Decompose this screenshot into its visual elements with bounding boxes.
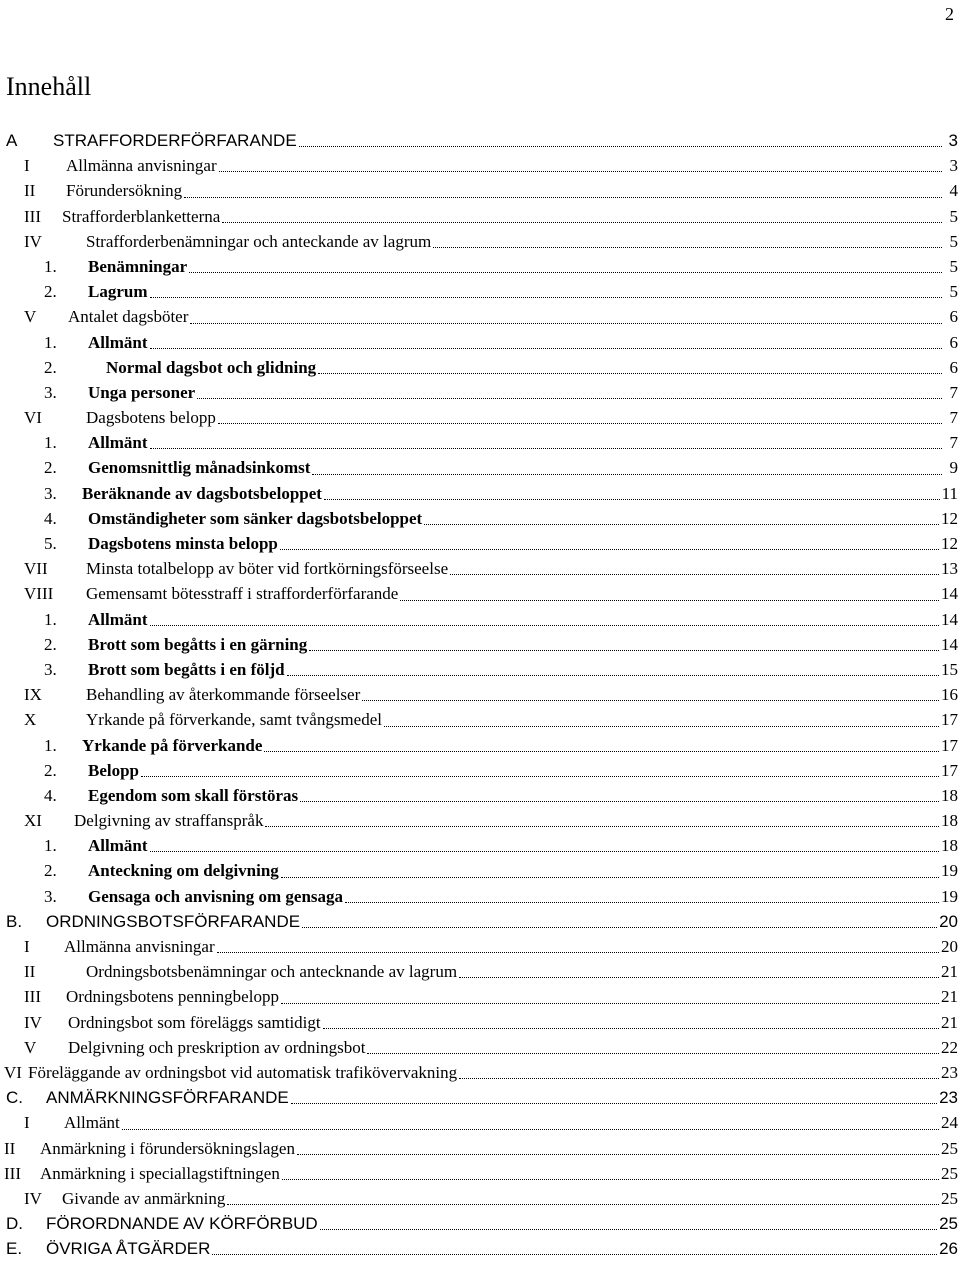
toc-entry-number: II xyxy=(4,1138,16,1158)
toc-leader-dots xyxy=(122,1129,939,1130)
toc-entry[interactable] xyxy=(0,153,958,178)
toc-entry[interactable] xyxy=(0,1010,958,1035)
toc-entry[interactable] xyxy=(0,959,958,984)
toc-leader-dots xyxy=(227,1204,939,1205)
toc-entry[interactable] xyxy=(0,178,958,203)
toc-entry-number: 4. xyxy=(44,508,57,528)
toc-entry-number: VI xyxy=(24,408,42,428)
toc-entry-page: 14 xyxy=(941,609,958,629)
toc-entry-number: 2. xyxy=(44,634,57,654)
toc-entry-label[interactable]: Antalet dagsböter xyxy=(68,307,189,327)
toc-entry[interactable] xyxy=(0,682,958,707)
toc-leader-dots xyxy=(265,826,939,827)
toc-entry[interactable] xyxy=(0,430,958,455)
toc-entry-page: 5 xyxy=(949,256,958,276)
toc-entry[interactable] xyxy=(0,833,958,858)
toc-entry-page: 18 xyxy=(941,785,958,805)
toc-entry-number: 2. xyxy=(44,458,57,478)
toc-entry-page: 20 xyxy=(941,937,958,956)
toc-leader-dots xyxy=(362,700,939,701)
toc-entry-label[interactable]: Delgivning av straffanspråk xyxy=(74,811,264,831)
toc-leader-dots xyxy=(459,977,939,978)
toc-leader-dots xyxy=(150,297,943,298)
toc-entry-number: 2. xyxy=(44,760,57,780)
toc-entry-label[interactable]: Lagrum xyxy=(88,282,148,302)
toc-entry-label[interactable]: Yrkande på förverkande, samt tvångsmedel xyxy=(86,710,382,730)
toc-entry-page: 25 xyxy=(939,1214,958,1234)
toc-leader-dots xyxy=(367,1053,939,1054)
toc-entry-label[interactable]: Allmänt xyxy=(88,836,148,856)
toc-entry-page: 24 xyxy=(941,1113,958,1133)
toc-entry-label[interactable]: Allmänt xyxy=(64,1113,120,1133)
toc-leader-dots xyxy=(324,499,940,500)
toc-leader-dots xyxy=(400,600,939,601)
toc-entry-number: VI xyxy=(4,1062,22,1082)
toc-leader-dots xyxy=(218,423,942,424)
toc-entry-number: 2. xyxy=(44,861,57,881)
toc-entry-page: 14 xyxy=(941,634,958,654)
toc-entry-number: VII xyxy=(24,559,48,579)
toc-entry[interactable] xyxy=(0,1110,958,1135)
toc-leader-dots xyxy=(222,222,942,223)
toc-entry-page: 7 xyxy=(949,408,958,428)
toc-entry-label[interactable]: Brott som begåtts i en gärning xyxy=(88,634,308,654)
toc-entry-page: 14 xyxy=(941,584,958,604)
toc-entry-label[interactable]: Anmärkning i speciallagstiftningen xyxy=(40,1163,280,1183)
toc-entry[interactable] xyxy=(0,1136,958,1161)
toc-leader-dots xyxy=(150,348,943,349)
toc-entry[interactable] xyxy=(0,884,958,909)
toc-entry-number: 3. xyxy=(44,382,57,402)
toc-entry[interactable] xyxy=(0,1060,958,1085)
toc-entry[interactable] xyxy=(0,1035,958,1060)
toc-entry-page: 17 xyxy=(941,760,958,780)
toc-entry[interactable] xyxy=(0,304,958,329)
toc-entry-label[interactable]: Behandling av återkommande förseelser xyxy=(86,685,361,705)
toc-entry-page: 21 xyxy=(941,962,958,982)
toc-entry-page: 17 xyxy=(941,710,958,730)
toc-leader-dots xyxy=(150,851,940,852)
toc-entry[interactable] xyxy=(0,506,958,531)
toc-entry-page: 7 xyxy=(949,433,958,453)
toc-entry-label[interactable]: Givande av anmärkning xyxy=(62,1188,226,1208)
toc-entry-number: 1. xyxy=(44,433,57,453)
toc-entry-number: II xyxy=(24,181,36,201)
toc-entry-page: 6 xyxy=(949,332,958,352)
toc-entry-label[interactable]: Föreläggande av ordningsbot vid automatisk trafikövervakning xyxy=(28,1062,458,1082)
toc-entry[interactable] xyxy=(0,581,958,606)
toc-entry-number: C. xyxy=(6,1088,23,1108)
toc-entry-number: X xyxy=(24,710,37,730)
toc-entry-number: E. xyxy=(6,1239,23,1259)
toc-leader-dots xyxy=(281,1003,939,1004)
toc-entry-page: 19 xyxy=(941,886,958,906)
toc-leader-dots xyxy=(300,801,939,802)
toc-entry-label[interactable]: Delgivning och preskription av ordningsbot xyxy=(68,1037,366,1057)
toc-leader-dots xyxy=(190,323,942,324)
toc-entry-page: 17 xyxy=(941,735,958,755)
toc-entry-label[interactable]: Minsta totalbelopp av böter vid fortkörningsförseelse xyxy=(86,559,449,579)
toc-entry-number: IV xyxy=(24,1188,42,1208)
toc-leader-dots xyxy=(312,474,942,475)
toc-entry[interactable] xyxy=(0,984,958,1009)
page-number: 2 xyxy=(945,4,954,24)
toc-entry-label[interactable]: Brott som begåtts i en följd xyxy=(88,659,285,679)
toc-entry-label[interactable]: Benämningar xyxy=(88,256,188,276)
toc-entry-label[interactable]: ÖVRIGA ÅTGÄRDER xyxy=(46,1239,211,1259)
toc-entry[interactable] xyxy=(0,556,958,581)
toc-leader-dots xyxy=(345,902,939,903)
toc-leader-dots xyxy=(297,1154,939,1155)
toc-entry[interactable] xyxy=(0,405,958,430)
toc-entry-number: 1. xyxy=(44,609,57,629)
toc-entry-page: 16 xyxy=(941,685,958,705)
toc-leader-dots xyxy=(320,1229,937,1230)
toc-entry[interactable] xyxy=(0,607,958,632)
toc-entry-number: 3. xyxy=(44,483,57,503)
toc-leader-dots xyxy=(189,272,942,273)
toc-entry-page: 18 xyxy=(941,836,958,856)
toc-entry[interactable] xyxy=(0,330,958,355)
toc-entry-page: 5 xyxy=(949,282,958,302)
toc-leader-dots xyxy=(299,146,942,147)
toc-entry-label[interactable]: Beräknande av dagsbotsbeloppet xyxy=(82,483,322,503)
toc-leader-dots xyxy=(184,197,942,198)
toc-entry[interactable] xyxy=(0,254,958,279)
toc-entry-page: 6 xyxy=(949,307,958,327)
toc-entry-label[interactable]: Dagsbotens belopp xyxy=(86,408,216,428)
toc-entry[interactable] xyxy=(0,455,958,480)
toc-leader-dots xyxy=(150,448,943,449)
toc-entry-page: 20 xyxy=(939,911,958,931)
toc-entry-number: 5. xyxy=(44,534,57,553)
toc-entry[interactable] xyxy=(0,1161,958,1186)
toc-entry-number: 2. xyxy=(44,357,57,377)
toc-entry-page: 25 xyxy=(941,1188,958,1208)
toc-entry-label[interactable]: Allmänt xyxy=(88,609,148,629)
toc-entry-label[interactable]: Ordningsbot som föreläggs samtidigt xyxy=(68,1012,321,1032)
toc-entry-page: 6 xyxy=(949,357,958,377)
toc-entry-page: 15 xyxy=(941,659,958,679)
toc-entry[interactable] xyxy=(0,934,958,959)
toc-entry-label[interactable]: ORDNINGSBOTSFÖRFARANDE xyxy=(46,911,301,931)
toc-entry-number: II xyxy=(24,962,36,982)
page-title: Innehåll xyxy=(6,72,92,101)
toc-entry[interactable] xyxy=(0,355,958,380)
toc-leader-dots xyxy=(219,171,942,172)
toc-entry-page: 12 xyxy=(941,534,958,553)
toc-entry-number: D. xyxy=(6,1214,23,1234)
toc-entry-number: III xyxy=(24,987,41,1007)
toc-entry-number: III xyxy=(4,1163,21,1183)
toc-leader-dots xyxy=(309,650,939,651)
toc-entry-number: 3. xyxy=(44,886,57,906)
toc-entry-label[interactable]: Dagsbotens minsta belopp xyxy=(88,534,278,553)
toc-entry-label[interactable]: Yrkande på förverkande xyxy=(82,735,263,755)
toc-entry-label[interactable]: Strafforderblanketterna xyxy=(62,206,221,226)
toc-entry[interactable] xyxy=(0,657,958,682)
toc-entry-page: 19 xyxy=(941,861,958,881)
toc-entry-number: V xyxy=(24,1037,37,1057)
toc-entry-number: A xyxy=(6,131,18,150)
toc-leader-dots xyxy=(433,247,942,248)
toc-entry[interactable] xyxy=(0,204,958,229)
toc-entry-number: 1. xyxy=(44,836,57,856)
toc-entry-label[interactable]: FÖRORDNANDE AV KÖRFÖRBUD xyxy=(46,1214,318,1234)
toc-leader-dots xyxy=(212,1254,937,1255)
toc-entry[interactable] xyxy=(0,808,958,833)
toc-entry-number: IV xyxy=(24,1012,42,1032)
toc-entry-label[interactable]: Allmänna anvisningar xyxy=(66,156,217,176)
toc-entry-number: III xyxy=(24,206,41,226)
toc-entry-page: 13 xyxy=(941,559,958,579)
toc-entry-page: 7 xyxy=(949,382,958,402)
toc-entry-page: 25 xyxy=(941,1163,958,1183)
toc-entry-label[interactable]: Unga personer xyxy=(88,382,196,402)
toc-leader-dots xyxy=(323,1028,939,1029)
toc-entry-label[interactable]: Anmärkning i förundersökningslagen xyxy=(40,1138,295,1158)
toc-leader-dots xyxy=(150,625,940,626)
toc-entry-label[interactable]: STRAFFORDERFÖRFARANDE xyxy=(53,131,297,150)
toc-entry-number: I xyxy=(24,156,30,176)
toc-entry-number: 2. xyxy=(44,282,57,302)
toc-entry-label[interactable]: Anteckning om delgivning xyxy=(88,861,279,881)
toc-leader-dots xyxy=(280,549,939,550)
toc-entry-page: 26 xyxy=(939,1239,958,1259)
toc-entry[interactable] xyxy=(0,481,958,506)
toc-leader-dots xyxy=(281,877,939,878)
toc-entry-page: 23 xyxy=(939,1088,958,1108)
toc-entry-label[interactable]: Förundersökning xyxy=(66,181,183,201)
toc-entry-number: XI xyxy=(24,811,42,831)
toc-leader-dots xyxy=(282,1179,939,1180)
toc-entry[interactable] xyxy=(0,1085,958,1110)
toc-entry-label[interactable]: Strafforderbenämningar och anteckande av lagrum xyxy=(86,231,432,251)
toc-entry-label[interactable]: Allmänt xyxy=(88,332,148,352)
toc-entry-number: 1. xyxy=(44,256,57,276)
toc-entry-page: 5 xyxy=(949,231,958,251)
toc-entry-number: 1. xyxy=(44,735,57,755)
toc-entry-number: I xyxy=(24,1113,30,1133)
toc-entry[interactable] xyxy=(0,1211,958,1236)
toc-entry-label[interactable]: Allmänna anvisningar xyxy=(64,937,215,956)
toc-leader-dots xyxy=(302,927,937,928)
toc-leader-dots xyxy=(197,398,942,399)
toc-entry-number: B. xyxy=(6,911,23,931)
toc-entry-page: 4 xyxy=(949,181,958,201)
toc-leader-dots xyxy=(424,524,939,525)
toc-entry-label[interactable]: Allmänt xyxy=(88,433,148,453)
toc-entry[interactable] xyxy=(0,707,958,732)
toc-entry[interactable] xyxy=(0,128,958,153)
toc-entry-label[interactable]: ANMÄRKNINGSFÖRFARANDE xyxy=(46,1088,289,1108)
toc-leader-dots xyxy=(318,373,942,374)
toc-entry-page: 21 xyxy=(941,1012,958,1032)
toc-entry-number: 3. xyxy=(44,659,57,679)
toc-entry-label[interactable]: Omständigheter som sänker dagsbotsbeloppet xyxy=(88,508,423,528)
toc-entry[interactable] xyxy=(0,783,958,808)
toc-entry-number: 1. xyxy=(44,332,57,352)
toc-leader-dots xyxy=(264,751,939,752)
toc-entry-number: IV xyxy=(24,231,42,251)
toc-leader-dots xyxy=(384,726,939,727)
toc-entry-page: 12 xyxy=(941,508,958,528)
toc-entry-number: VIII xyxy=(24,584,54,604)
toc-entry-number: V xyxy=(24,307,37,327)
toc-entry-page: 3 xyxy=(948,131,958,150)
toc-entry[interactable] xyxy=(0,632,958,657)
toc-entry[interactable] xyxy=(0,1236,958,1261)
toc-entry-label[interactable]: Normal dagsbot och glidning xyxy=(106,357,317,377)
toc-entry[interactable] xyxy=(0,909,958,934)
toc-entry[interactable] xyxy=(0,858,958,883)
toc-leader-dots xyxy=(450,574,939,575)
toc-entry-label[interactable]: Genomsnittlig månadsinkomst xyxy=(88,458,311,478)
toc-entry-number: I xyxy=(24,937,30,956)
toc-entry-page: 22 xyxy=(941,1037,958,1057)
toc-entry[interactable] xyxy=(0,229,958,254)
toc-entry-page: 5 xyxy=(949,206,958,226)
table-of-contents xyxy=(0,128,958,1261)
toc-leader-dots xyxy=(141,776,939,777)
toc-entry-page: 21 xyxy=(941,987,958,1007)
toc-entry-page: 9 xyxy=(949,458,958,478)
toc-leader-dots xyxy=(459,1078,939,1079)
toc-entry-label[interactable]: Ordningsbotsbenämningar och antecknande av lagrum xyxy=(86,962,458,982)
toc-entry[interactable] xyxy=(0,733,958,758)
toc-entry-label[interactable]: Ordningsbotens penningbelopp xyxy=(66,987,279,1007)
toc-entry[interactable] xyxy=(0,531,958,556)
toc-entry-page: 18 xyxy=(941,811,958,831)
toc-entry-label[interactable]: Belopp xyxy=(88,760,140,780)
toc-entry-number: 4. xyxy=(44,785,57,805)
toc-entry-label[interactable]: Egendom som skall förstöras xyxy=(88,785,299,805)
toc-entry-page: 25 xyxy=(941,1138,958,1158)
toc-entry[interactable] xyxy=(0,758,958,783)
toc-entry[interactable] xyxy=(0,1186,958,1211)
toc-entry-number: IX xyxy=(24,685,42,705)
toc-leader-dots xyxy=(291,1103,937,1104)
toc-entry-label[interactable]: Gensaga och anvisning om gensaga xyxy=(88,886,344,906)
toc-entry-page: 3 xyxy=(949,156,958,176)
toc-entry[interactable] xyxy=(0,279,958,304)
toc-entry-page: 23 xyxy=(941,1062,958,1082)
toc-entry-label[interactable]: Gemensamt bötesstraff i strafforderförfarande xyxy=(86,584,399,604)
toc-entry-page: 11 xyxy=(941,483,958,503)
toc-leader-dots xyxy=(287,675,939,676)
toc-entry[interactable] xyxy=(0,380,958,405)
toc-leader-dots xyxy=(217,952,939,953)
